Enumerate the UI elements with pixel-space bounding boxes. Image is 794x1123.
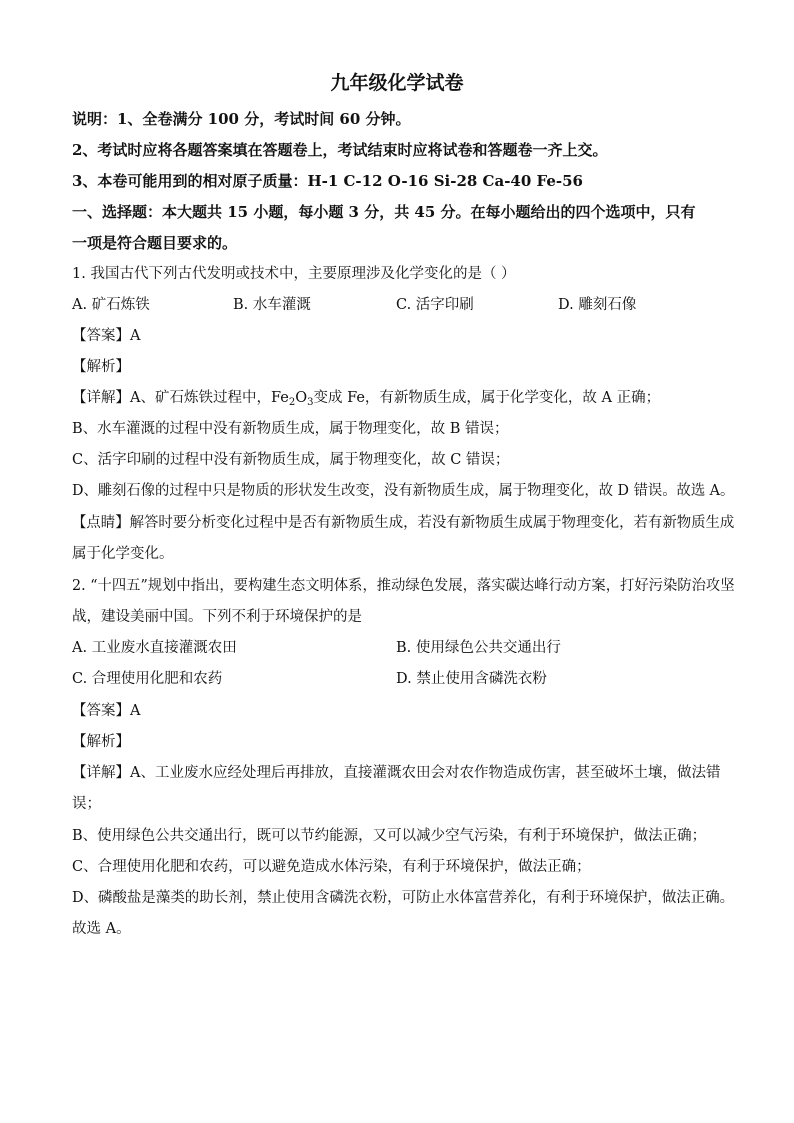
q1-option-c: C. 活字印刷 (396, 297, 474, 313)
q2-answer: 【答案】A (72, 703, 141, 719)
q1-detail-a-suffix: 变成 Fe，有新物质生成，属于化学变化，故 A 正确； (313, 390, 661, 406)
q2-detail-a-line-2: 误； (72, 796, 101, 812)
q1-option-d: D. 雕刻石像 (558, 297, 637, 313)
q2-conclusion: 故选 A。 (72, 921, 131, 937)
section-heading-line-1: 一、选择题：本大题共 15 小题，每小题 3 分，共 45 分。在每小题给出的四个选项中，只有 (72, 203, 696, 221)
q2-option-b: B. 使用绿色公共交通出行 (396, 640, 561, 656)
q1-stem: 1. 我国古代下列古代发明或技术中，主要原理涉及化学变化的是（ ） (72, 266, 516, 282)
q2-option-c: C. 合理使用化肥和农药 (72, 671, 223, 687)
instruction-line-3: 3、本卷可能用到的相对原子质量：H-1 C-12 O-16 Si-28 Ca-40 Fe-56 (72, 172, 583, 190)
q1-comment-line-2: 属于化学变化。 (72, 546, 174, 562)
q2-detail-c: C、合理使用化肥和农药，可以避免造成水体污染，有利于环境保护，做法正确； (72, 859, 591, 875)
q1-option-a: A. 矿石炼铁 (72, 297, 150, 313)
q1-detail-b: B、水车灌溉的过程中没有新物质生成，属于物理变化，故 B 错误； (72, 421, 509, 437)
q1-subscript-3: 3 (307, 397, 314, 408)
q1-answer: 【答案】A (72, 328, 141, 344)
q2-detail-a-line-1: 【详解】A、工业废水应经处理后再排放，直接灌溉农田会对农作物造成伤害，甚至破坏土壤，做法错 (72, 765, 721, 781)
q2-stem-line-1: 2. “十四五”规划中指出，要构建生态文明体系，推动绿色发展，落实碳达峰行动方案，打好污染防治攻坚 (72, 578, 735, 594)
q2-analysis-label: 【解析】 (72, 734, 130, 750)
q2-stem-line-2: 战，建设美丽中国。下列不利于环境保护的是 (72, 609, 362, 625)
q1-detail-a (72, 388, 660, 408)
section-heading-line-2: 一项是符合题目要求的。 (72, 234, 238, 252)
q1-option-b: B. 水车灌溉 (233, 297, 311, 313)
q2-option-d: D. 禁止使用含磷洗衣粉 (396, 671, 547, 687)
instruction-line-2: 2、考试时应将各题答案填在答题卷上，考试结束时应将试卷和答题卷一齐上交。 (72, 141, 608, 159)
instruction-line-1: 说明：1、全卷满分 100 分，考试时间 60 分钟。 (72, 110, 411, 128)
q1-detail-c: C、活字印刷的过程中没有新物质生成，属于物理变化，故 C 错误； (72, 452, 510, 468)
q2-detail-b: B、使用绿色公共交通出行，既可以节约能源，又可以减少空气污染，有利于环境保护，做法正确； (72, 828, 707, 844)
q1-subscript-2: 2 (288, 397, 296, 408)
q2-detail-d: D、磷酸盐是藻类的助长剂，禁止使用含磷洗衣粉，可防止水体富营养化，有利于环境保护，做法正确。 (72, 890, 735, 906)
q1-detail-d: D、雕刻石像的过程中只是物质的形状发生改变，没有新物质生成，属于物理变化，故 D 错误。故选 A。 (72, 483, 735, 499)
page-title: 九年级化学试卷 (330, 72, 464, 94)
q1-comment-line-1: 【点睛】解答时要分析变化过程中是否有新物质生成，若没有新物质生成属于物理变化，若有新物质生成 (72, 515, 735, 531)
q1-detail-a-prefix: 【详解】A、矿石炼铁过程中，Fe (72, 390, 289, 406)
q1-analysis-label: 【解析】 (72, 359, 130, 375)
q2-option-a: A. 工业废水直接灌溉农田 (72, 640, 237, 656)
q1-detail-a-o: O (295, 390, 308, 406)
